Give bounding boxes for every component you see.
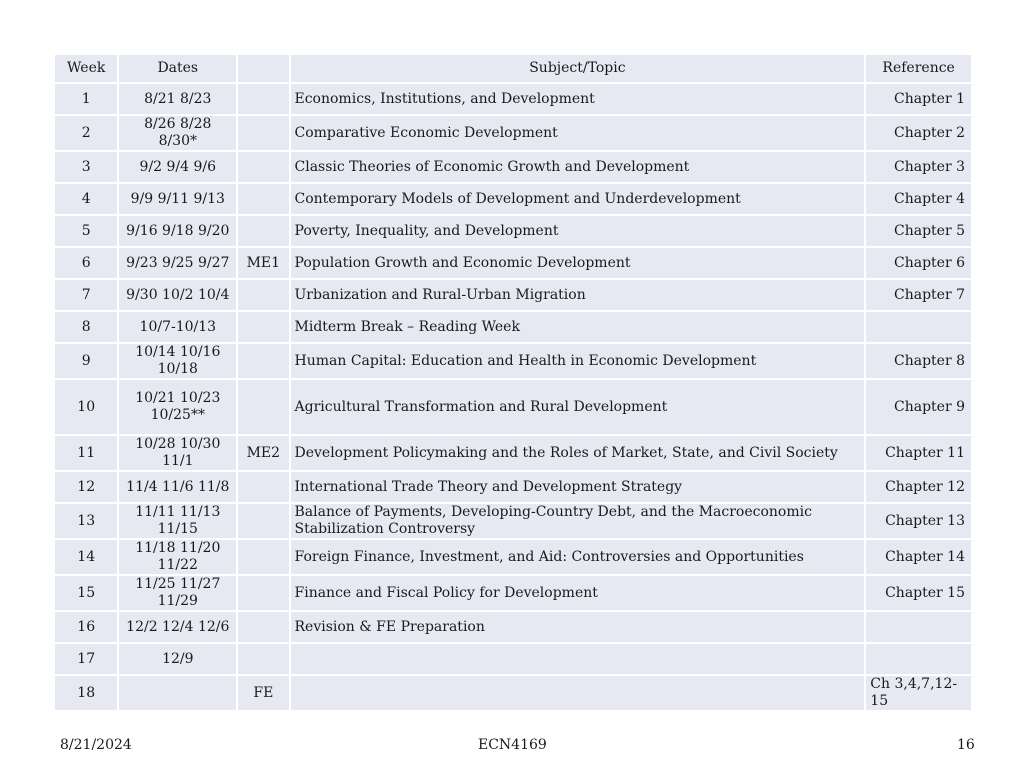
mark-cell [238,84,288,114]
header-reference: Reference [866,55,971,82]
table-row [55,504,971,538]
week-cell: 17 [55,644,117,674]
dates-cell: 9/30 10/2 10/4 [119,280,236,310]
week-cell: 4 [55,184,117,214]
table-row [55,576,971,610]
week-cell: 5 [55,216,117,246]
dates-cell: 11/4 11/6 11/8 [119,472,236,502]
dates-cell [119,676,236,710]
topic-cell: Agricultural Transformation and Rural Development [291,380,865,434]
mark-cell [238,184,288,214]
week-cell: 10 [55,380,117,434]
reference-cell: Chapter 3 [866,152,971,182]
topic-cell: Population Growth and Economic Development [291,248,865,278]
mark-cell: ME1 [238,248,288,278]
topic-cell: Economics, Institutions, and Development [291,84,865,114]
topic-cell: Midterm Break – Reading Week [291,312,865,342]
footer-date: 8/21/2024 [60,737,132,753]
table-row [55,312,971,342]
reference-cell: Chapter 6 [866,248,971,278]
reference-cell [866,612,971,642]
reference-cell: Chapter 13 [866,504,971,538]
reference-cell: Chapter 9 [866,380,971,434]
dates-cell: 8/26 8/28 8/30* [119,116,236,150]
reference-cell: Ch 3,4,7,12-15 [866,676,971,710]
dates-cell: 8/21 8/23 [119,84,236,114]
dates-cell: 9/23 9/25 9/27 [119,248,236,278]
dates-cell: 10/21 10/23 10/25** [119,380,236,434]
topic-cell: Comparative Economic Development [291,116,865,150]
table-row [55,280,971,310]
topic-cell: Poverty, Inequality, and Development [291,216,865,246]
table-row [55,380,971,434]
table-row [55,248,971,278]
dates-cell: 9/2 9/4 9/6 [119,152,236,182]
reference-cell [866,644,971,674]
mark-cell [238,612,288,642]
mark-cell [238,216,288,246]
table-row [55,436,971,470]
dates-cell: 9/9 9/11 9/13 [119,184,236,214]
week-cell: 6 [55,248,117,278]
dates-cell: 9/16 9/18 9/20 [119,216,236,246]
week-cell: 18 [55,676,117,710]
reference-cell: Chapter 5 [866,216,971,246]
table-row [55,344,971,378]
topic-cell: Contemporary Models of Development and Underdevelopment [291,184,865,214]
week-cell: 8 [55,312,117,342]
week-cell: 14 [55,540,117,574]
mark-cell [238,116,288,150]
week-cell: 2 [55,116,117,150]
topic-cell: Revision & FE Preparation [291,612,865,642]
header-mark [238,55,288,82]
dates-cell: 12/9 [119,644,236,674]
dates-cell: 10/28 10/30 11/1 [119,436,236,470]
mark-cell [238,380,288,434]
table-row [55,116,971,150]
mark-cell [238,504,288,538]
reference-cell: Chapter 2 [866,116,971,150]
footer-page-number: 16 [957,737,975,753]
topic-cell [291,644,865,674]
dates-cell: 11/18 11/20 11/22 [119,540,236,574]
table-row [55,644,971,674]
reference-cell: Chapter 15 [866,576,971,610]
reference-cell [866,312,971,342]
week-cell: 15 [55,576,117,610]
mark-cell [238,152,288,182]
topic-cell: Classic Theories of Economic Growth and Development [291,152,865,182]
mark-cell: FE [238,676,288,710]
mark-cell: ME2 [238,436,288,470]
topic-cell: Balance of Payments, Developing-Country Debt, and the Macroeconomic Stabilization Controversy [291,504,865,538]
mark-cell [238,312,288,342]
dates-cell: 11/11 11/13 11/15 [119,504,236,538]
topic-cell: Foreign Finance, Investment, and Aid: Controversies and Opportunities [291,540,865,574]
schedule-table [53,53,973,712]
footer-course: ECN4169 [478,737,547,753]
dates-cell: 12/2 12/4 12/6 [119,612,236,642]
week-cell: 1 [55,84,117,114]
header-dates: Dates [119,55,236,82]
reference-cell: Chapter 1 [866,84,971,114]
table-row [55,612,971,642]
table-row [55,472,971,502]
week-cell: 11 [55,436,117,470]
mark-cell [238,540,288,574]
topic-cell: Urbanization and Rural-Urban Migration [291,280,865,310]
topic-cell: Finance and Fiscal Policy for Development [291,576,865,610]
dates-cell: 11/25 11/27 11/29 [119,576,236,610]
table-row [55,540,971,574]
reference-cell: Chapter 7 [866,280,971,310]
week-cell: 12 [55,472,117,502]
mark-cell [238,472,288,502]
reference-cell: Chapter 14 [866,540,971,574]
header-topic: Subject/Topic [291,55,865,82]
mark-cell [238,644,288,674]
table-row [55,676,971,710]
table-row [55,84,971,114]
table-row [55,184,971,214]
topic-cell [291,676,865,710]
topic-cell: Development Policymaking and the Roles of Market, State, and Civil Society [291,436,865,470]
reference-cell: Chapter 12 [866,472,971,502]
table-row [55,216,971,246]
reference-cell: Chapter 11 [866,436,971,470]
week-cell: 13 [55,504,117,538]
topic-cell: Human Capital: Education and Health in Economic Development [291,344,865,378]
reference-cell: Chapter 8 [866,344,971,378]
week-cell: 9 [55,344,117,378]
mark-cell [238,576,288,610]
header-week: Week [55,55,117,82]
week-cell: 3 [55,152,117,182]
week-cell: 16 [55,612,117,642]
mark-cell [238,280,288,310]
dates-cell: 10/14 10/16 10/18 [119,344,236,378]
week-cell: 7 [55,280,117,310]
header-row [55,55,971,82]
topic-cell: International Trade Theory and Development Strategy [291,472,865,502]
dates-cell: 10/7-10/13 [119,312,236,342]
mark-cell [238,344,288,378]
table-row [55,152,971,182]
reference-cell: Chapter 4 [866,184,971,214]
